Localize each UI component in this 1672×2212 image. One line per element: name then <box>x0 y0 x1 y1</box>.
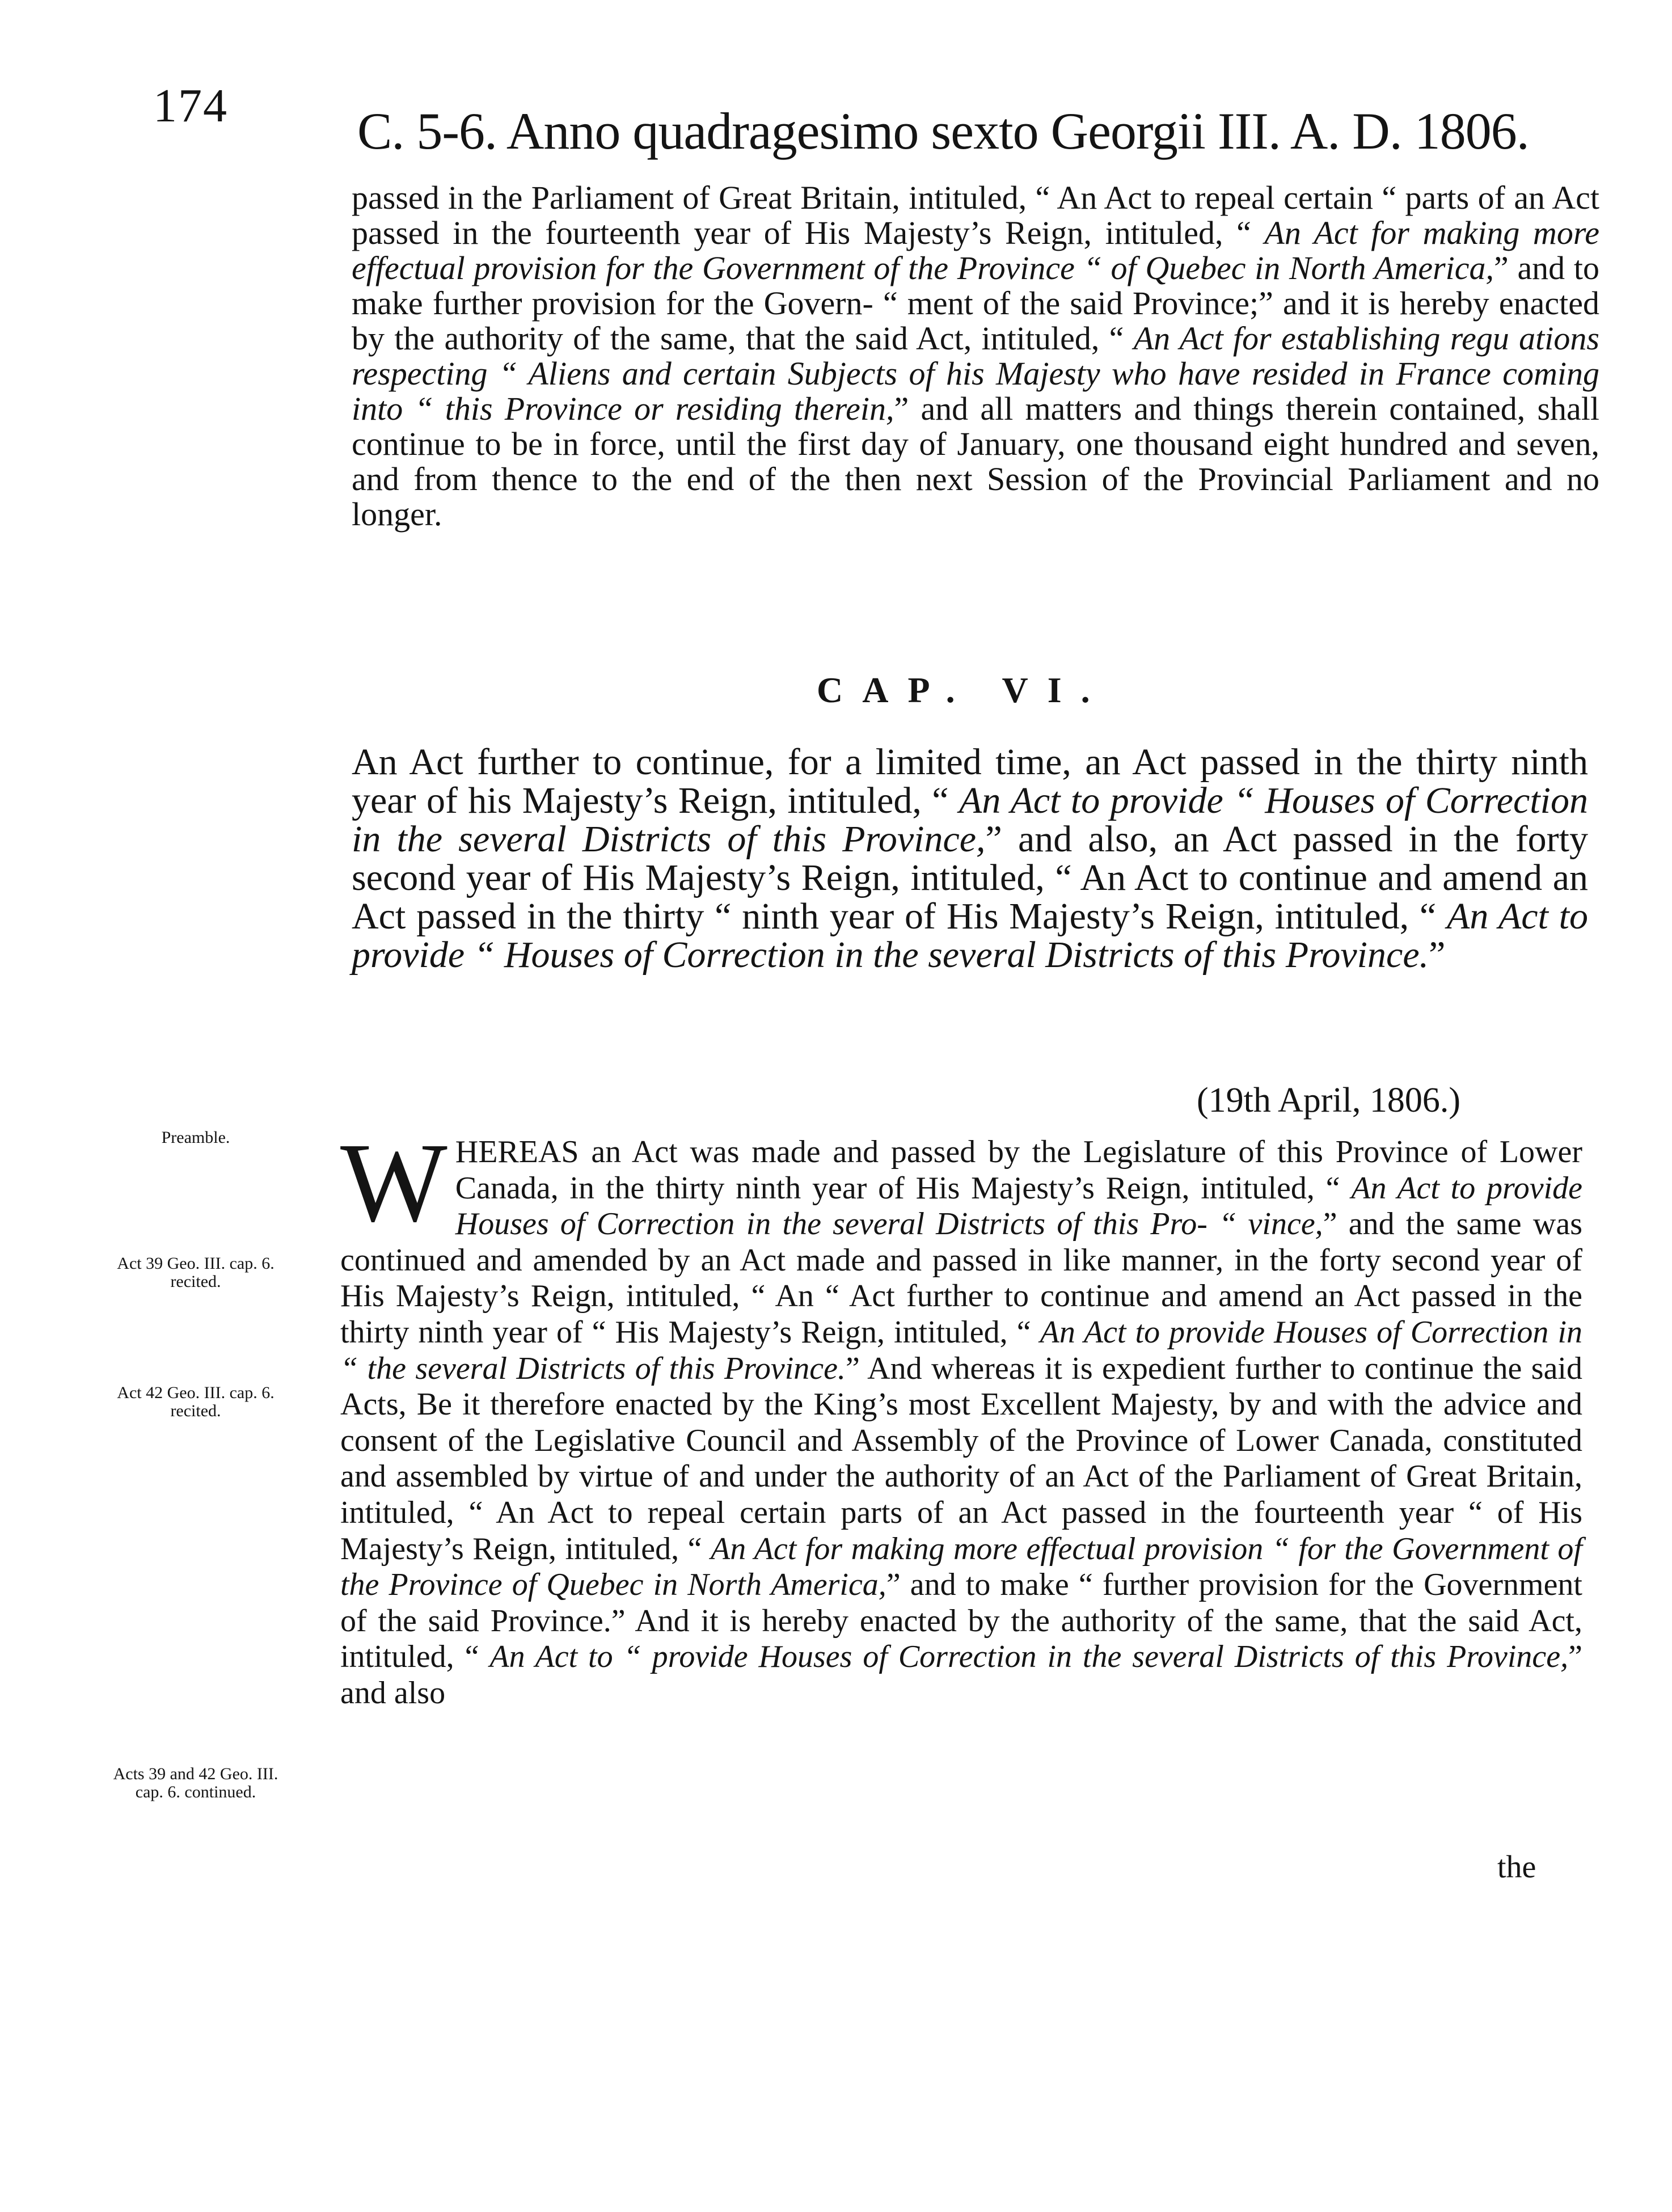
drop-cap: W <box>340 1120 447 1246</box>
text-segment: ” <box>1429 934 1446 976</box>
italic-text-segment: An Act for establishing regu ations respecting “ Aliens and certain Subjects of his Majesty who have resided in France coming into “ this Province or residing therein, <box>352 320 1599 427</box>
italic-text-segment: An Act to provide Houses of Correction in “ the several Districts of this Province. <box>340 1314 1583 1386</box>
continuation-paragraph <box>352 180 1599 532</box>
italic-text-segment: An Act to provide “ Houses of Correction in the several Districts of this Province. <box>352 896 1588 976</box>
text-segment: ” and also, an Act passed in the forty second year of His Majesty’s Reign, intituled, “ An Act to continue and amend an Act passed in the thirty “ ninth year of His Majesty’s Reign, intituled, “ <box>352 818 1588 937</box>
margin-note-continued: Acts 39 and 42 Geo. III. cap. 6. continued. <box>113 1764 278 1801</box>
text-segment: passed in the Parliament of Great Britain, intituled, “ An Act to repeal certain “ parts of an Act passed in the fourteenth year of His Majesty’s Reign, intituled, “ <box>352 179 1599 251</box>
italic-text-segment: An Act to provide Houses of Correction in the several Districts of this Pro- “ vince, <box>455 1170 1583 1242</box>
italic-text-segment: An Act to provide “ Houses of Correction in the several Districts of this Province, <box>352 780 1588 860</box>
chapter-long-title <box>352 743 1588 974</box>
preamble-text <box>340 1120 1583 1711</box>
italic-text-segment: An Act to “ provide Houses of Correction in the several Districts of this Province, <box>489 1639 1569 1675</box>
catchword: the <box>1497 1850 1536 1885</box>
text-segment: HEREAS an Act was made and passed by the Legislature of this Province of Lower Canada, in the thirty ninth year of His Majesty’s Reign, intituled, “ <box>455 1134 1582 1206</box>
italic-text-segment: An Act for making more effectual provision “ for the Government of the Province of Quebec in North America, <box>340 1531 1582 1603</box>
text-segment: ” and the same was continued and amended by an Act made and passed in like manner, in the forty second year of His Majesty’s Reign, intituled, “ An “ Act further to continue and amend an Act passed in the thirty ninth year of “ His Majesty’s Reign, intituled, “ <box>340 1206 1583 1350</box>
long-title-text <box>352 741 1588 976</box>
text-segment: ” And whereas it is expedient further to continue the said Acts, Be it therefore enacted by the King’s most Excellent Majesty, by and with the advice and consent of the Legislative Council and Assembly of the Province of Lower Canada, constituted and assembled by virtue of and under the authority of an Act of the Parliament of Great Britain, intituled, “ An Act to repeal certain parts of an Act passed in the fourteenth year “ of His Majesty’s Reign, intituled, “ <box>340 1350 1582 1567</box>
italic-text-segment: An Act for making more effectual provision for the Government of the Province “ of Quebec in North America, <box>352 214 1599 286</box>
preamble-paragraph <box>340 1120 1583 1712</box>
continuation-text <box>352 180 1599 532</box>
page-number: 174 <box>153 79 228 132</box>
chapter-title: CAP. VI. <box>817 670 1109 710</box>
margin-note-recital-42: Act 42 Geo. III. cap. 6. recited. <box>117 1383 275 1420</box>
running-head: C. 5-6. Anno quadragesimo sexto Georgii III. A. D. 1806. <box>357 102 1529 160</box>
text-segment: An Act further to continue, for a limited time, an Act passed in the thirty ninth year of his Majesty’s Reign, intituled, “ <box>352 741 1588 821</box>
text-segment: ” and to make “ further provision for the Government of the said Province.” And it is hereby enacted by the authority of the same, that the said Act, intituled, “ <box>340 1567 1582 1675</box>
assent-date: (19th April, 1806.) <box>1197 1081 1460 1120</box>
text-segment: ” and all matters and things therein contained, shall continue to be in force, until the first day of January, one thousand eight hundred and seven, and from thence to the end of the then next Session of the Provincial Parliament and no longer. <box>352 390 1599 533</box>
margin-note-preamble: Preamble. <box>161 1128 230 1147</box>
text-segment: ” and also <box>340 1639 1582 1711</box>
margin-note-recital-39: Act 39 Geo. III. cap. 6. recited. <box>117 1254 275 1291</box>
text-segment: ” and to make further provision for the Govern- “ ment of the said Province;” and it is hereby enacted by the authority of the same, that the said Act, intituled, “ <box>352 250 1599 357</box>
